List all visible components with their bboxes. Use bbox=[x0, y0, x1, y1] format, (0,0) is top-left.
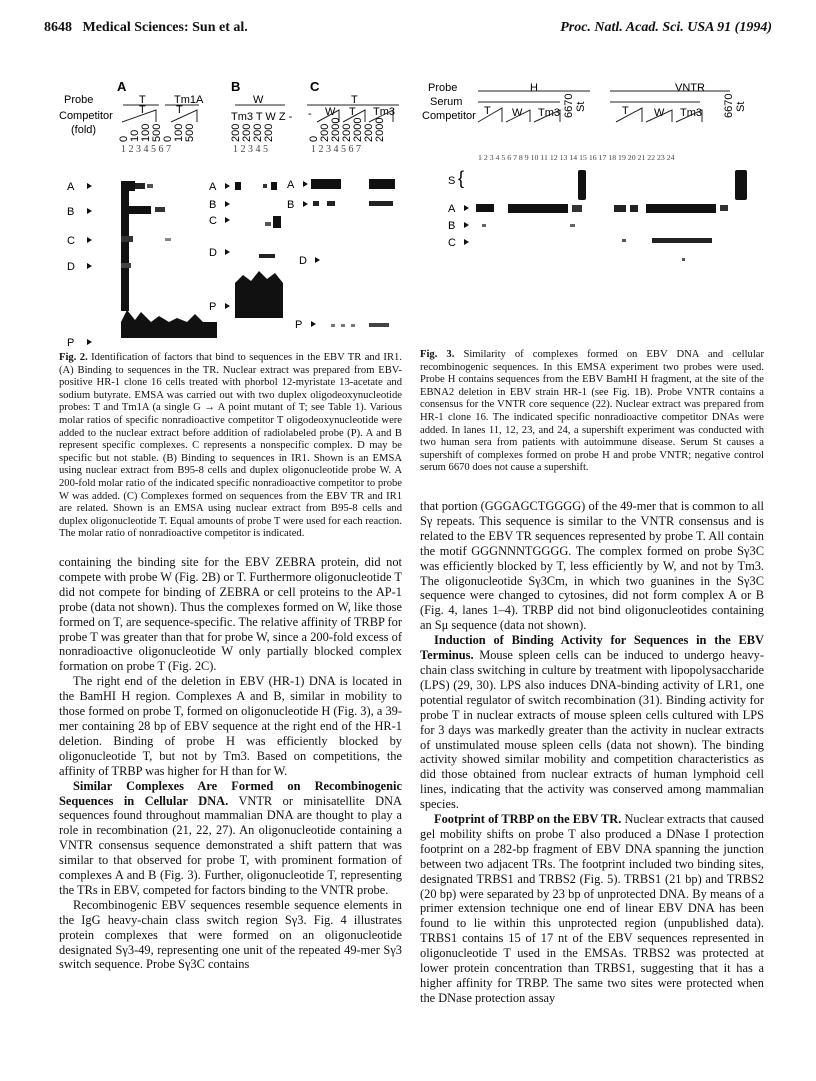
fig2-caption bbox=[59, 352, 402, 541]
section-title: Medical Sciences: Sun et al. bbox=[82, 20, 248, 35]
fig2a-fold-value-0: 0 bbox=[118, 135, 130, 142]
fig2b-band-labels bbox=[209, 181, 230, 313]
fig2b-band-a: A bbox=[209, 181, 217, 193]
fig2c-band-d: D bbox=[299, 255, 307, 267]
fig2c-fold-value-0: 0 bbox=[308, 135, 320, 142]
right-heading1-text: Mouse spleen cells can be induced to undergo heavy-chain class switching in culture by treatment with lipopolysaccharide (LPS) (29, 30). LPS also induces DNA-binding activity of LR1, one potential regulator of switch recombination (31). Binding activity for probe T in nuclear extracts of mouse spleen cells cultured with LPS for 3 days was markedly greater than the activity in nuclear extracts of unstimulated mouse spleen cells (data not shown). The binding activity showed similar mobility and competition characteristics as did those obtained from nuclear extracts of human lymphoid cell lines, indicating that the activity was conserved among mammalian species. bbox=[420, 648, 764, 812]
fig2b-band-b: B bbox=[209, 199, 217, 211]
fig3-serum-6670-b: 6670 bbox=[723, 93, 735, 118]
fig3-comp-w-a: W bbox=[512, 107, 523, 119]
fig3-comp-w-b: W bbox=[654, 107, 665, 119]
left-paragraph-1: containing the binding site for the EBV ZEBRA protein, did not compete with probe W (Fig. 2B) or T. Furthermore oligonucleotide T did not compete for binding of ZEBRA or cell proteins to the AP-1 probe (data not shown). Thus the complexes formed on W, like those formed on T, are sequence-specific. The relative affinity of TRBP for probe T was greater than that for probe W, since a 200-fold excess of nonradioactive oligonucleotide W only partially blocked complex formation on probe T (Fig. 2C). bbox=[59, 555, 402, 674]
fig3-comp-t-a: T bbox=[484, 105, 491, 117]
fig2-competitor-label: Competitor bbox=[59, 110, 113, 122]
fig3-band-a: A bbox=[448, 203, 456, 215]
fig3-serum-label: Serum bbox=[430, 96, 463, 108]
fig2a-fold-value-5: 100 bbox=[173, 123, 185, 142]
fig2b-probe-w: W bbox=[253, 94, 264, 106]
fig2b-fold-value-3: 200 bbox=[263, 123, 275, 142]
right-column-body bbox=[420, 499, 764, 1006]
fig3-caption-text: Similarity of complexes formed on EBV DNA and cellular recombinogenic sequences. In this EMSA experiment two probes were used. Probe H contains sequences from the EBV BamHI H fragment, at the site of the EBNA2 deletion in EBV strain HR-1 (see Fig. 1B). Probe VNTR contains a consensus for the VNTR core sequence (22). Nuclear extract was prepared from HR-1 clone 16. The indicated specific nonradioactive competitor DNAs were added. In lanes 11, 12, 23, and 24, a supershift experiment was conducted with two human sera from patients with autoimmune disease. Serum St causes a supershift of complexes formed on probe H and probe VNTR; negative control serum 6670 does not cause a supershift. bbox=[420, 349, 764, 474]
header-left bbox=[44, 20, 248, 36]
right-heading2-title: Footprint of TRBP on the EBV TR. bbox=[434, 812, 622, 827]
figure-3 bbox=[420, 78, 764, 298]
fig2c-comp-w: W bbox=[325, 106, 336, 118]
fig2a-band-p: P bbox=[67, 337, 75, 348]
fig3-probe-label: Probe bbox=[428, 82, 458, 94]
fig2c-fold-value-2: 2000 bbox=[330, 117, 342, 142]
fig2b-lanes: 1 2 3 4 5 bbox=[233, 144, 268, 155]
fig3-band-c: C bbox=[448, 237, 456, 249]
fig2-probe-t: T bbox=[139, 94, 146, 106]
figure-2 bbox=[59, 78, 403, 348]
fig2b-fold-value-2: 200 bbox=[252, 123, 264, 142]
fig2c-fold-value-3: 200 bbox=[341, 123, 353, 142]
fig2c-fold-values bbox=[308, 118, 386, 142]
fig3-band-b: B bbox=[448, 220, 456, 232]
fig2a-band-labels bbox=[67, 181, 92, 348]
fig2a-band-c: C bbox=[67, 235, 75, 247]
fig2b-fold-values bbox=[230, 124, 275, 142]
fig2a-band-b: B bbox=[67, 206, 75, 218]
fig3-band-s: S bbox=[448, 175, 456, 187]
right-paragraph-2 bbox=[420, 633, 764, 812]
fig2-panel-a-label: A bbox=[117, 79, 127, 94]
left-paragraph-2: The right end of the deletion in EBV (HR-1) DNA is located in the BamHI H region. Complexes A and B, similar in mobility to those formed on probe T, formed on oligonucleotide H (Fig. 3), a 39-mer containing 28 bp of EBV sequence at the right end of the HR-1 deletion. Binding of probe H was efficiently blocked by oligonucleotide T, but not by Tm3. Based on competitions, the affinity of TRBP was higher for H than for W. bbox=[59, 674, 402, 778]
fig2-probe-tm1a: Tm1A bbox=[174, 94, 204, 106]
fig2a-fold-value-1: 10 bbox=[129, 129, 141, 142]
fig2b-band-c: C bbox=[209, 215, 217, 227]
fig3-lanes: 1 2 3 4 5 6 7 8 9 10 11 12 13 14 15 16 17 18 19 20 21 22 23 24 bbox=[478, 153, 675, 162]
fig3-serum-6670-a: 6670 bbox=[563, 93, 575, 118]
fig2c-fold-value-1: 200 bbox=[319, 123, 331, 142]
fig2c-fold-value-5: 200 bbox=[363, 123, 375, 142]
fig2-fold-values bbox=[118, 124, 196, 142]
fig2c-fold-value-4: 2000 bbox=[352, 117, 364, 142]
fig3-serum-st-a: St bbox=[575, 101, 587, 112]
fig2-comp-t1: T bbox=[139, 104, 146, 116]
fig2c-lanes: 1 2 3 4 5 6 7 bbox=[311, 144, 361, 155]
fig2b-gel bbox=[235, 182, 283, 318]
right-heading1-title: Induction of Binding Activity for Sequences in the EBV Terminus. bbox=[420, 633, 764, 663]
fig3-caption-label: Fig. 3. bbox=[420, 349, 455, 360]
fig2-fold-label: (fold) bbox=[71, 124, 97, 136]
fig2a-lanes: 1 2 3 4 5 6 7 bbox=[121, 144, 171, 155]
fig2c-band-a: A bbox=[287, 179, 295, 191]
fig2a-fold-value-3: 500 bbox=[151, 123, 163, 142]
left-heading-text: VNTR or minisatellite DNA sequences found throughout mammalian DNA are thought to play a role in recombination (21, 22, 27). An oligonucleotide containing a VNTR consensus sequence demonstrated a shift pattern that was similar to that observed for probe T, with prominent formation of complexes A and B (Fig. 3). Further, oligonucleotide T, representing the TRs in EBV, competed for factors binding to the VNTR probe. bbox=[59, 793, 402, 897]
journal-citation: Proc. Natl. Acad. Sci. USA 91 (1994) bbox=[560, 20, 772, 35]
page-header bbox=[44, 20, 772, 40]
fig3-gel bbox=[476, 170, 747, 261]
fig2-caption-label: Fig. 2. bbox=[59, 352, 88, 363]
left-column-body bbox=[59, 555, 402, 972]
fig2c-gel bbox=[311, 179, 395, 327]
fig2-panel-c-label: C bbox=[310, 79, 320, 94]
fig3-competitor-label: Competitor bbox=[422, 110, 476, 122]
fig2c-band-b: B bbox=[287, 199, 295, 211]
fig3-caption bbox=[420, 349, 764, 475]
fig2-comp-t2: T bbox=[176, 104, 183, 116]
fig3-comp-tm3-b: Tm3 bbox=[680, 107, 702, 119]
fig2c-comp-tm3: Tm3 bbox=[373, 106, 395, 118]
fig2c-comp-t: T bbox=[349, 106, 356, 118]
right-paragraph-1: that portion (GGGAGCTGGGG) of the 49-mer that is common to all Sγ repeats. This sequence is similar to the VNTR consensus and is related to the EBV TR sequences represented by probe T. All contain the motif GGGNNNTGGGG. The complex formed on probe Sγ3C was efficiently blocked by T, less efficiently by W, and not by Tm3. The oligonucleotide Sγ3Cm, in which two guanines in the Sγ3C sequence were changed to cytosines, did not form complex A or B (Fig. 4, lanes 1–4). TRBP did not bind oligonucleotides containing an Sμ sequence (data not shown). bbox=[420, 499, 764, 633]
right-paragraph-3 bbox=[420, 812, 764, 1006]
fig2-caption-text: Identification of factors that bind to sequences in the EBV TR and IR1. (A) Binding to sequences in the TR. Nuclear extract was prepared from EBV-positive HR-1 clone 16 cells treated with phorbol 12-myristate 13-acetate and sodium butyrate. EMSA was carried out with two duplex oligodeoxynucleotide probes: T and Tm1A (a single G → A point mutant of T; see Table 1). Various molar ratios of specific nonradioactive competitor T oligodeoxynucleotide were added to the nuclear extract before addition of radiolabeled probe (P). A and B represent specific complexes. C represents a nonspecific complex. D may be specific but not stable. (B) Binding to sequences in IR1. Shown is an EMSA using nuclear extract from B95-8 cells and duplex oligonucleotide probe W. A 200-fold molar ratio of the indicated specific nonradioactive competitor to probe W was added. (C) Complexes formed on sequences from the EBV TR and IR1 are related. Shown is an EMSA using nuclear extract from B95-8 cells and duplex oligonucleotide T. Equal amounts of probe T were used for each reaction. The molar ratio of nonradioactive competitor is indicated. bbox=[59, 352, 402, 540]
fig2c-fold-value-6: 2000 bbox=[374, 117, 386, 142]
left-heading-title: Similar Complexes Are Formed on Recombinogenic Sequences in Cellular DNA. bbox=[59, 778, 402, 808]
page-number: 8648 bbox=[44, 20, 72, 35]
fig2b-fold-value-1: 200 bbox=[241, 123, 253, 142]
fig2c-band-p: P bbox=[295, 319, 303, 331]
fig2b-band-d: D bbox=[209, 247, 217, 259]
fig3-probe-h: H bbox=[530, 82, 538, 94]
fig3-serum-st-b: St bbox=[735, 101, 747, 112]
fig2a-band-d: D bbox=[67, 261, 75, 273]
fig3-band-s-brace: { bbox=[458, 168, 465, 188]
fig2a-gel bbox=[121, 181, 217, 338]
fig2a-fold-value-4: 0 bbox=[162, 135, 174, 142]
fig2a-fold-value-6: 500 bbox=[184, 123, 196, 142]
fig2c-probe-t: T bbox=[351, 94, 358, 106]
left-paragraph-3 bbox=[59, 779, 402, 898]
left-paragraph-4: Recombinogenic EBV sequences resemble sequence elements in the IgG heavy-chain class switch region Sγ3. Fig. 4 illustrates protein complexes that were formed on an oligonucleotide designated Sγ3-49, representing one unit of the repeated 49-mer Sγ3 switch sequence. Probe Sγ3C contains bbox=[59, 897, 402, 972]
fig2c-comp-none: - bbox=[308, 108, 312, 120]
fig2a-band-a: A bbox=[67, 181, 75, 193]
fig3-comp-tm3-a: Tm3 bbox=[538, 107, 560, 119]
fig3-comp-t-b: T bbox=[622, 105, 629, 117]
fig2a-fold-value-2: 100 bbox=[140, 123, 152, 142]
fig2b-competitors: Tm3 T W Z - bbox=[231, 111, 293, 123]
fig2-panel-b-label: B bbox=[231, 79, 241, 94]
fig2b-band-p: P bbox=[209, 301, 217, 313]
fig3-probe-vntr: VNTR bbox=[675, 82, 705, 94]
fig2-probe-label: Probe bbox=[64, 94, 94, 106]
right-heading2-text: Nuclear extracts that caused gel mobility shifts on probe T also produced a DNase I protection footprint on a 282-bp fragment of EBV DNA spanning the junction between two adjacent TRs. The footprint included two binding sites, designated TRBS1 and TRBS2 (Fig. 5). TRBS1 (21 bp) and TRBS2 (20 bp) were separated by 23 bp of unprotected DNA. By means of a primer extension technique one end of linear EBV DNA has been found to lie within this unprotected region (unpublished data). TRBS1 contains 15 of 17 nt of the EBV sequences represented in oligonucleotide T used in the EMSAs. TRBS2 was protected at lower protein concentration than TRBS1, suggesting that it has a higher affinity for TRBP. The same two sites were protected when the DNase protection assay bbox=[420, 812, 764, 1005]
fig3-band-labels bbox=[448, 168, 469, 249]
fig2b-fold-value-0: 200 bbox=[230, 123, 242, 142]
